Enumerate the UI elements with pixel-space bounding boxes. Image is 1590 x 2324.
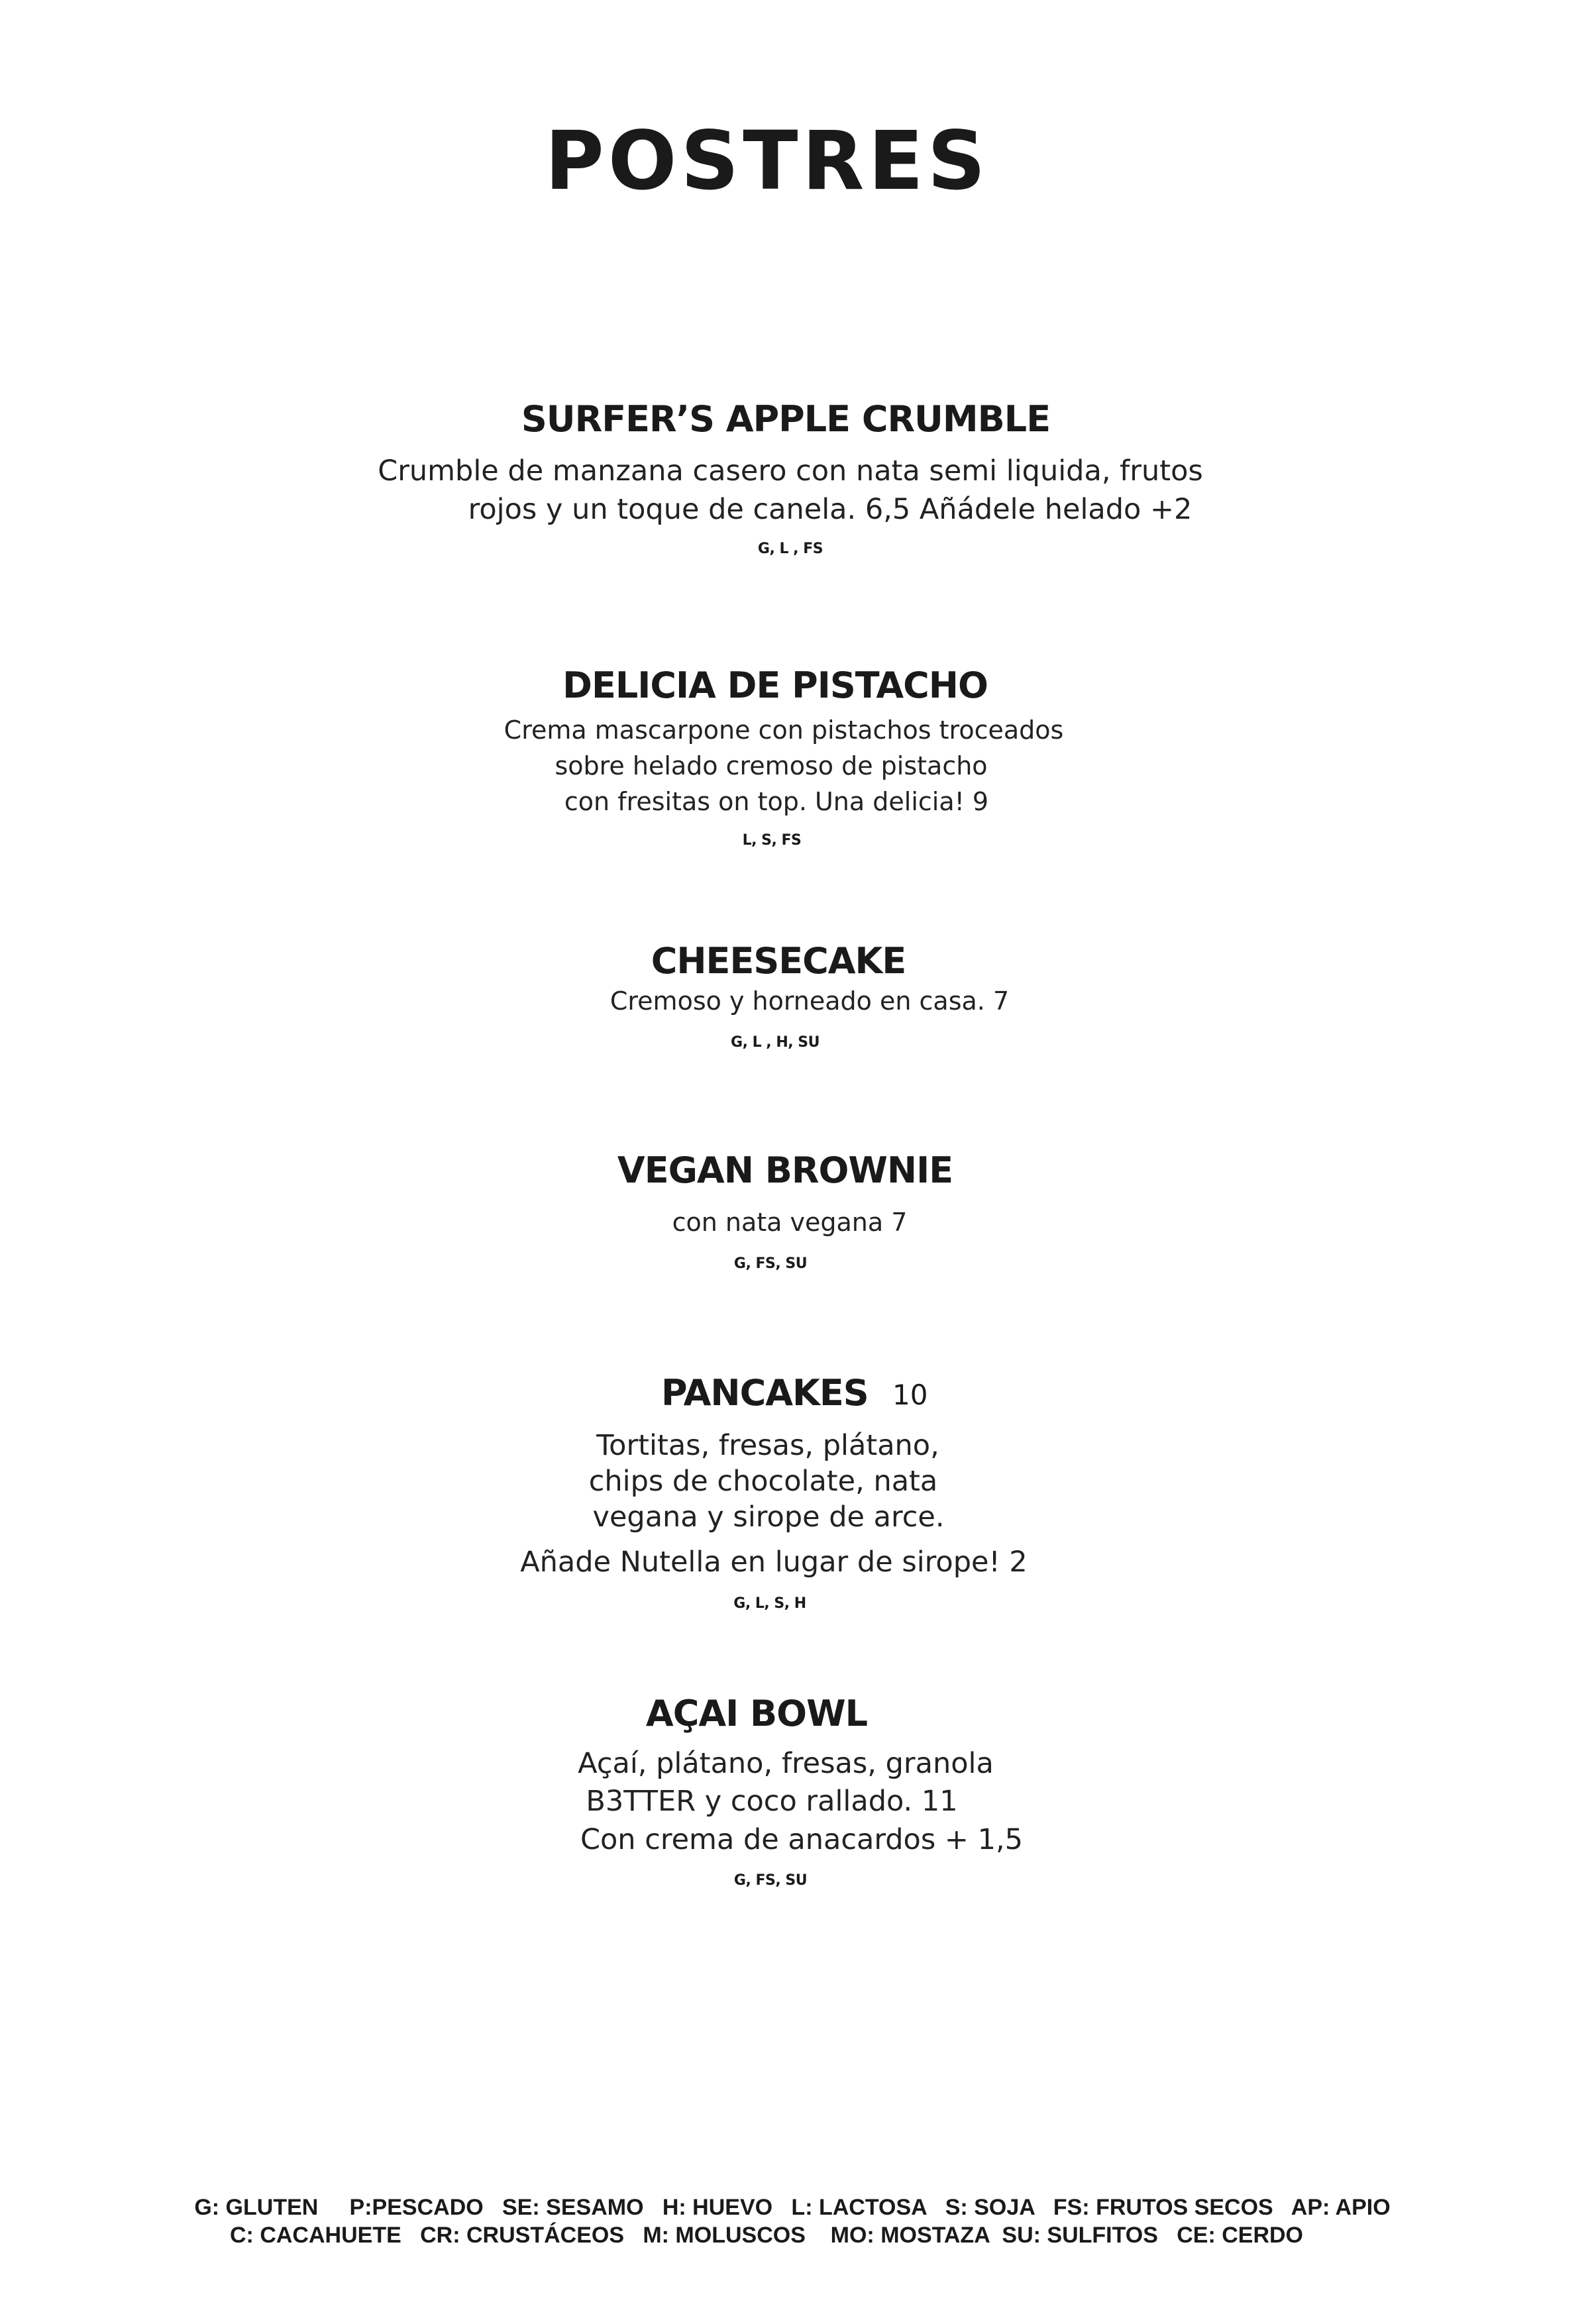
dish-description-line: con fresitas on top. Una delicia! 9 bbox=[564, 787, 989, 816]
allergen-codes: G, FS, SU bbox=[733, 1872, 808, 1889]
dish-title: VEGAN BROWNIE bbox=[617, 1149, 953, 1191]
dish-description-line: Añade Nutella en lugar de sirope! 2 bbox=[520, 1546, 1028, 1579]
dish-title: AÇAI BOWL bbox=[645, 1693, 868, 1734]
allergen-codes: G, L , FS bbox=[757, 541, 823, 557]
dish-description-line: sobre helado cremoso de pistacho bbox=[555, 751, 988, 780]
dish-title: SURFER’S APPLE CRUMBLE bbox=[521, 398, 1051, 440]
page-title: POSTRES bbox=[545, 114, 990, 208]
dish-title: CHEESECAKE bbox=[651, 940, 906, 982]
allergen-codes: G, FS, SU bbox=[733, 1255, 808, 1272]
dish-description-line: Crumble de manzana casero con nata semi liquida, frutos bbox=[378, 454, 1203, 488]
allergen-codes: G, L , H, SU bbox=[731, 1034, 820, 1051]
dish-title: PANCAKES bbox=[661, 1372, 869, 1414]
dish-description-line: B3TTER y coco rallado. 11 bbox=[586, 1785, 958, 1818]
allergen-legend-line: C: CACAHUETE CR: CRUSTÁCEOS M: MOLUSCOS MO: MOSTAZA SU: SULFITOS CE: CERDO bbox=[229, 2223, 1304, 2248]
dish-description-line: rojos y un toque de canela. 6,5 Añádele helado +2 bbox=[468, 493, 1192, 526]
dish-description-line: con nata vegana 7 bbox=[672, 1208, 908, 1237]
dish-title: DELICIA DE PISTACHO bbox=[562, 664, 988, 706]
dish-price: 10 bbox=[892, 1379, 928, 1411]
dish-description-line: chips de chocolate, nata bbox=[588, 1465, 938, 1498]
dish-description-line: Tortitas, fresas, plátano, bbox=[596, 1429, 939, 1462]
dish-description-line: Cremoso y horneado en casa. 7 bbox=[610, 986, 1010, 1016]
allergen-legend-line: G: GLUTEN P:PESCADO SE: SESAMO H: HUEVO L: LACTOSA S: SOJA FS: FRUTOS SECOS AP: APIO bbox=[194, 2195, 1391, 2220]
dish-description-line: Con crema de anacardos + 1,5 bbox=[580, 1823, 1024, 1856]
dish-description-line: Açaí, plátano, fresas, granola bbox=[578, 1747, 994, 1780]
dish-description-line: vegana y sirope de arce. bbox=[592, 1501, 945, 1534]
dish-description-line: Crema mascarpone con pistachos troceados bbox=[504, 715, 1064, 745]
allergen-codes: L, S, FS bbox=[742, 832, 802, 849]
allergen-codes: G, L, S, H bbox=[733, 1595, 806, 1612]
